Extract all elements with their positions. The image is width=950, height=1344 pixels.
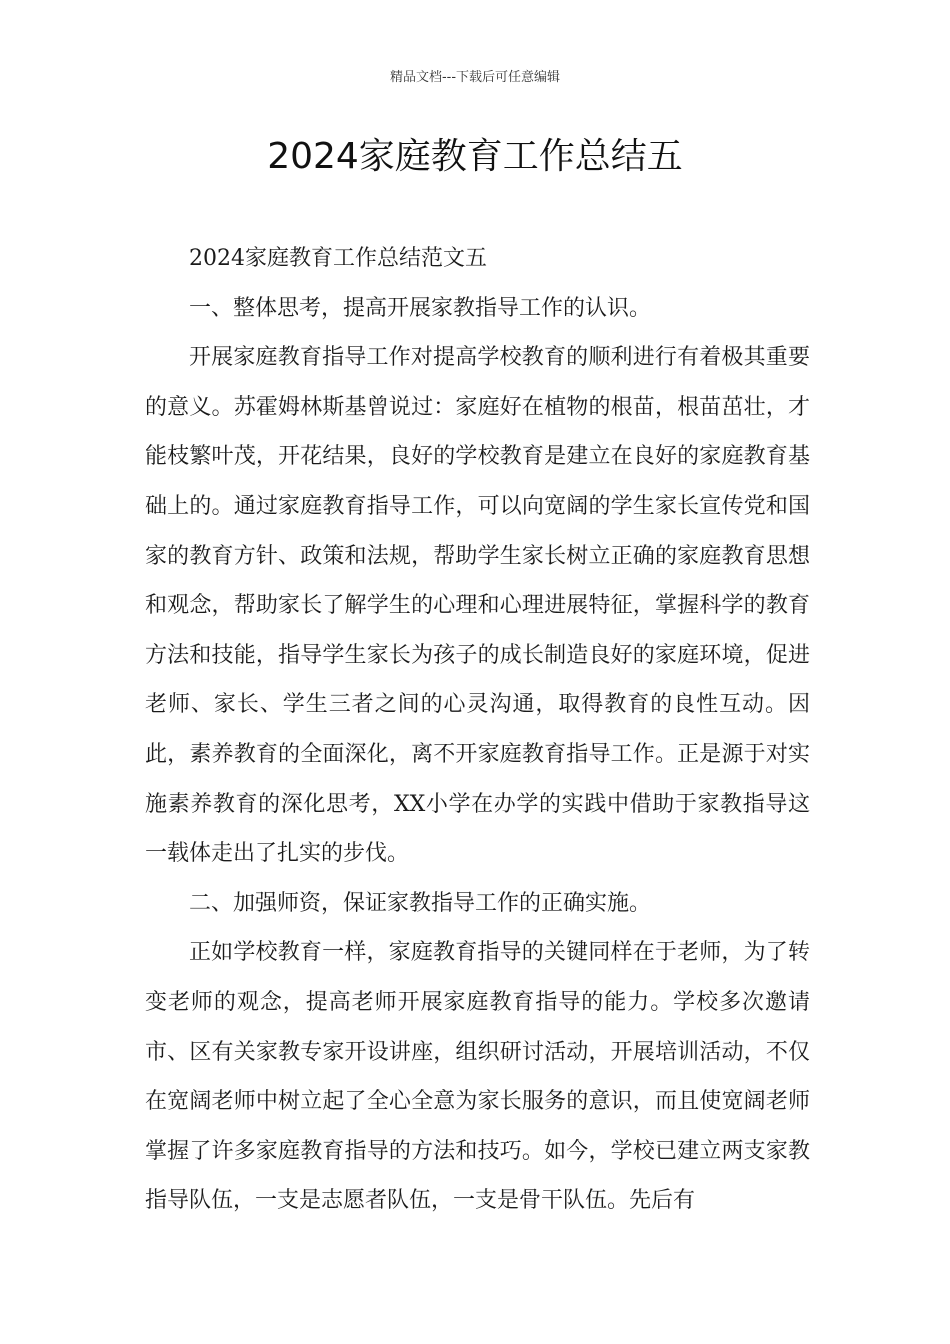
page-header: 精品文档---下载后可任意编辑 xyxy=(389,70,561,85)
body-paragraph-1: 开展家庭教育指导工作对提高学校教育的顺利进行有着极其重要的意义。苏霍姆林斯基曾说过：家庭好在植物的根苗，根苗茁壮，才能枝繁叶茂，开花结果，良好的学校教育是建立在良好的家庭教育基础上的。通过家庭教育指导工作，可以向宽阔的学生家长宣传党和国家的教育方针、政策和法规，帮助学生家长树立正确的家庭教育思想和观念，帮助家长了解学生的心理和心理进展特征，掌握科学的教育方法和技能，指导学生家长为孩子的成长制造良好的家庭环境，促进老师、家长、学生三者之间的心灵沟通，取得教育的良性互动。因此，素养教育的全面深化，离不开家庭教育指导工作。正是源于对实施素养教育的深化思考，XX小学在办学的实践中借助于家教指导这一载体走出了扎实的步伐。 xyxy=(145,345,810,867)
section-heading-2: 二、加强师资，保证家教指导工作的正确实施。 xyxy=(189,890,652,916)
body-paragraph-2: 正如学校教育一样，家庭教育指导的关键同样在于老师，为了转变老师的观念，提高老师开展家庭教育指导的能力。学校多次邀请市、区有关家教专家开设讲座，组织研讨活动，开展培训活动，不仅在宽阔老师中树立起了全心全意为家长服务的意识，而且使宽阔老师掌握了许多家庭教育指导的方法和技巧。如今，学校已建立两支家教指导队伍，一支是志愿者队伍，一支是骨干队伍。先后有 xyxy=(145,940,810,1214)
document-body xyxy=(145,234,810,1226)
subtitle-paragraph: 2024家庭教育工作总结范文五 xyxy=(189,246,487,271)
document-title: 2024家庭教育工作总结五 xyxy=(267,136,683,177)
section-heading-1: 一、整体思考，提高开展家教指导工作的认识。 xyxy=(189,295,652,321)
